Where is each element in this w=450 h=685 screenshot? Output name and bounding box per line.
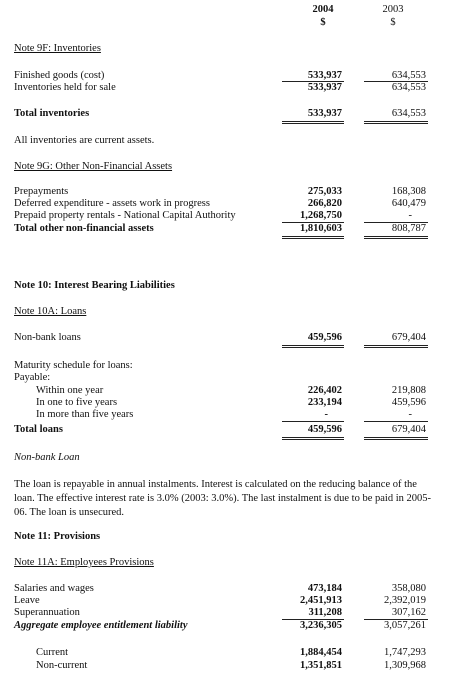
total-inventories-2003: 634,553 (391, 108, 426, 119)
double-underline (282, 347, 344, 348)
one-to-five-years-label: In one to five years (36, 397, 118, 408)
finished-goods-label: Finished goods (cost) (14, 70, 105, 81)
note-9g-title: Note 9G: Other Non-Financial Assets (14, 161, 173, 172)
non-current-2003: 1,309,968 (384, 660, 426, 671)
prepaid-rentals-2003: - (408, 210, 412, 221)
note-9f-title: Note 9F: Inventories (14, 43, 101, 54)
non-bank-loans-2003: 679,404 (391, 332, 426, 343)
non-bank-loan-heading: Non-bank Loan (14, 452, 80, 463)
currency-symbol-2003: $ (390, 17, 396, 28)
double-underline (364, 238, 428, 239)
prepayments-2004: 275,033 (307, 186, 342, 197)
total-loans-2004: 459,596 (307, 424, 342, 435)
double-underline (364, 123, 428, 124)
total-non-financial-label: Total other non-financial assets (14, 223, 154, 234)
prepaid-rentals-label: Prepaid property rentals - National Capital Authority (14, 210, 236, 221)
more-than-five-years-2004: - (324, 409, 328, 420)
maturity-schedule-label: Maturity schedule for loans: (14, 360, 133, 371)
total-non-financial-2003: 808,787 (391, 223, 426, 234)
loan-description-paragraph: The loan is repayable in annual instalments. Interest is calculated on the reducing balance of the loan. The effective interest rate is 3.0% (2003: 3.0%). The last instalment is due to be paid in 2005-06. The loan is unsecured. (14, 479, 431, 518)
prepaid-rentals-2004: 1,268,750 (300, 210, 342, 221)
double-underline (282, 121, 344, 122)
leave-2004: 2,451,913 (300, 595, 342, 606)
current-2003: 1,747,293 (384, 647, 426, 658)
column-header-2004: 2004 (312, 4, 334, 15)
double-underline (282, 439, 344, 440)
deferred-expenditure-2003: 640,479 (391, 198, 426, 209)
superannuation-label: Superannuation (14, 607, 80, 618)
note-11-title: Note 11: Provisions (14, 531, 101, 542)
aggregate-liability-label: Aggregate employee entitlement liability (14, 620, 188, 631)
underline (364, 421, 428, 422)
total-inventories-label: Total inventories (14, 108, 90, 119)
superannuation-2003: 307,162 (391, 607, 426, 618)
underline (282, 421, 344, 422)
double-underline (364, 437, 428, 438)
double-underline (364, 121, 428, 122)
salaries-wages-2003: 358,080 (391, 583, 426, 594)
leave-2003: 2,392,019 (384, 595, 426, 606)
double-underline (364, 345, 428, 346)
total-non-financial-2004: 1,810,603 (300, 223, 342, 234)
aggregate-liability-2003: 3,057,261 (384, 620, 426, 631)
double-underline (364, 236, 428, 237)
more-than-five-years-2003: - (408, 409, 412, 420)
note-10-title: Note 10: Interest Bearing Liabilities (14, 280, 175, 291)
non-bank-loans-label: Non-bank loans (14, 332, 81, 343)
payable-label: Payable: (14, 372, 51, 383)
double-underline (282, 123, 344, 124)
within-one-year-2004: 226,402 (307, 385, 342, 396)
note-10a-title: Note 10A: Loans (14, 306, 87, 317)
within-one-year-2003: 219,808 (391, 385, 426, 396)
total-loans-2003: 679,404 (391, 424, 426, 435)
non-current-2004: 1,351,851 (300, 660, 342, 671)
double-underline (282, 345, 344, 346)
leave-label: Leave (14, 595, 40, 606)
held-for-sale-label: Inventories held for sale (14, 82, 116, 93)
double-underline (282, 236, 344, 237)
double-underline (364, 439, 428, 440)
prepayments-label: Prepayments (14, 186, 69, 197)
more-than-five-years-label: In more than five years (36, 409, 134, 420)
prepayments-2003: 168,308 (391, 186, 426, 197)
held-for-sale-2003: 634,553 (391, 82, 426, 93)
current-label: Current (36, 647, 69, 658)
note-11a-title: Note 11A: Employees Provisions (14, 557, 154, 568)
superannuation-2004: 311,208 (308, 607, 342, 618)
one-to-five-years-2003: 459,596 (391, 397, 426, 408)
finished-goods-2003: 634,553 (391, 70, 426, 81)
held-for-sale-2004: 533,937 (307, 82, 342, 93)
column-header-2003: 2003 (382, 4, 404, 15)
within-one-year-label: Within one year (36, 385, 104, 396)
non-bank-loans-2004: 459,596 (307, 332, 342, 343)
aggregate-liability-2004: 3,236,305 (300, 620, 342, 631)
current-2004: 1,884,454 (300, 647, 342, 658)
total-inventories-2004: 533,937 (307, 108, 342, 119)
inventories-note: All inventories are current assets. (14, 135, 155, 146)
deferred-expenditure-label: Deferred expenditure - assets work in progress (14, 198, 210, 209)
salaries-wages-2004: 473,184 (307, 583, 342, 594)
total-loans-label: Total loans (14, 424, 63, 435)
salaries-wages-label: Salaries and wages (14, 583, 94, 594)
double-underline (364, 347, 428, 348)
double-underline (282, 238, 344, 239)
non-current-label: Non-current (36, 660, 88, 671)
currency-symbol-2004: $ (320, 17, 326, 28)
double-underline (282, 437, 344, 438)
finished-goods-2004: 533,937 (307, 70, 342, 81)
one-to-five-years-2004: 233,194 (307, 397, 342, 408)
deferred-expenditure-2004: 266,820 (307, 198, 342, 209)
